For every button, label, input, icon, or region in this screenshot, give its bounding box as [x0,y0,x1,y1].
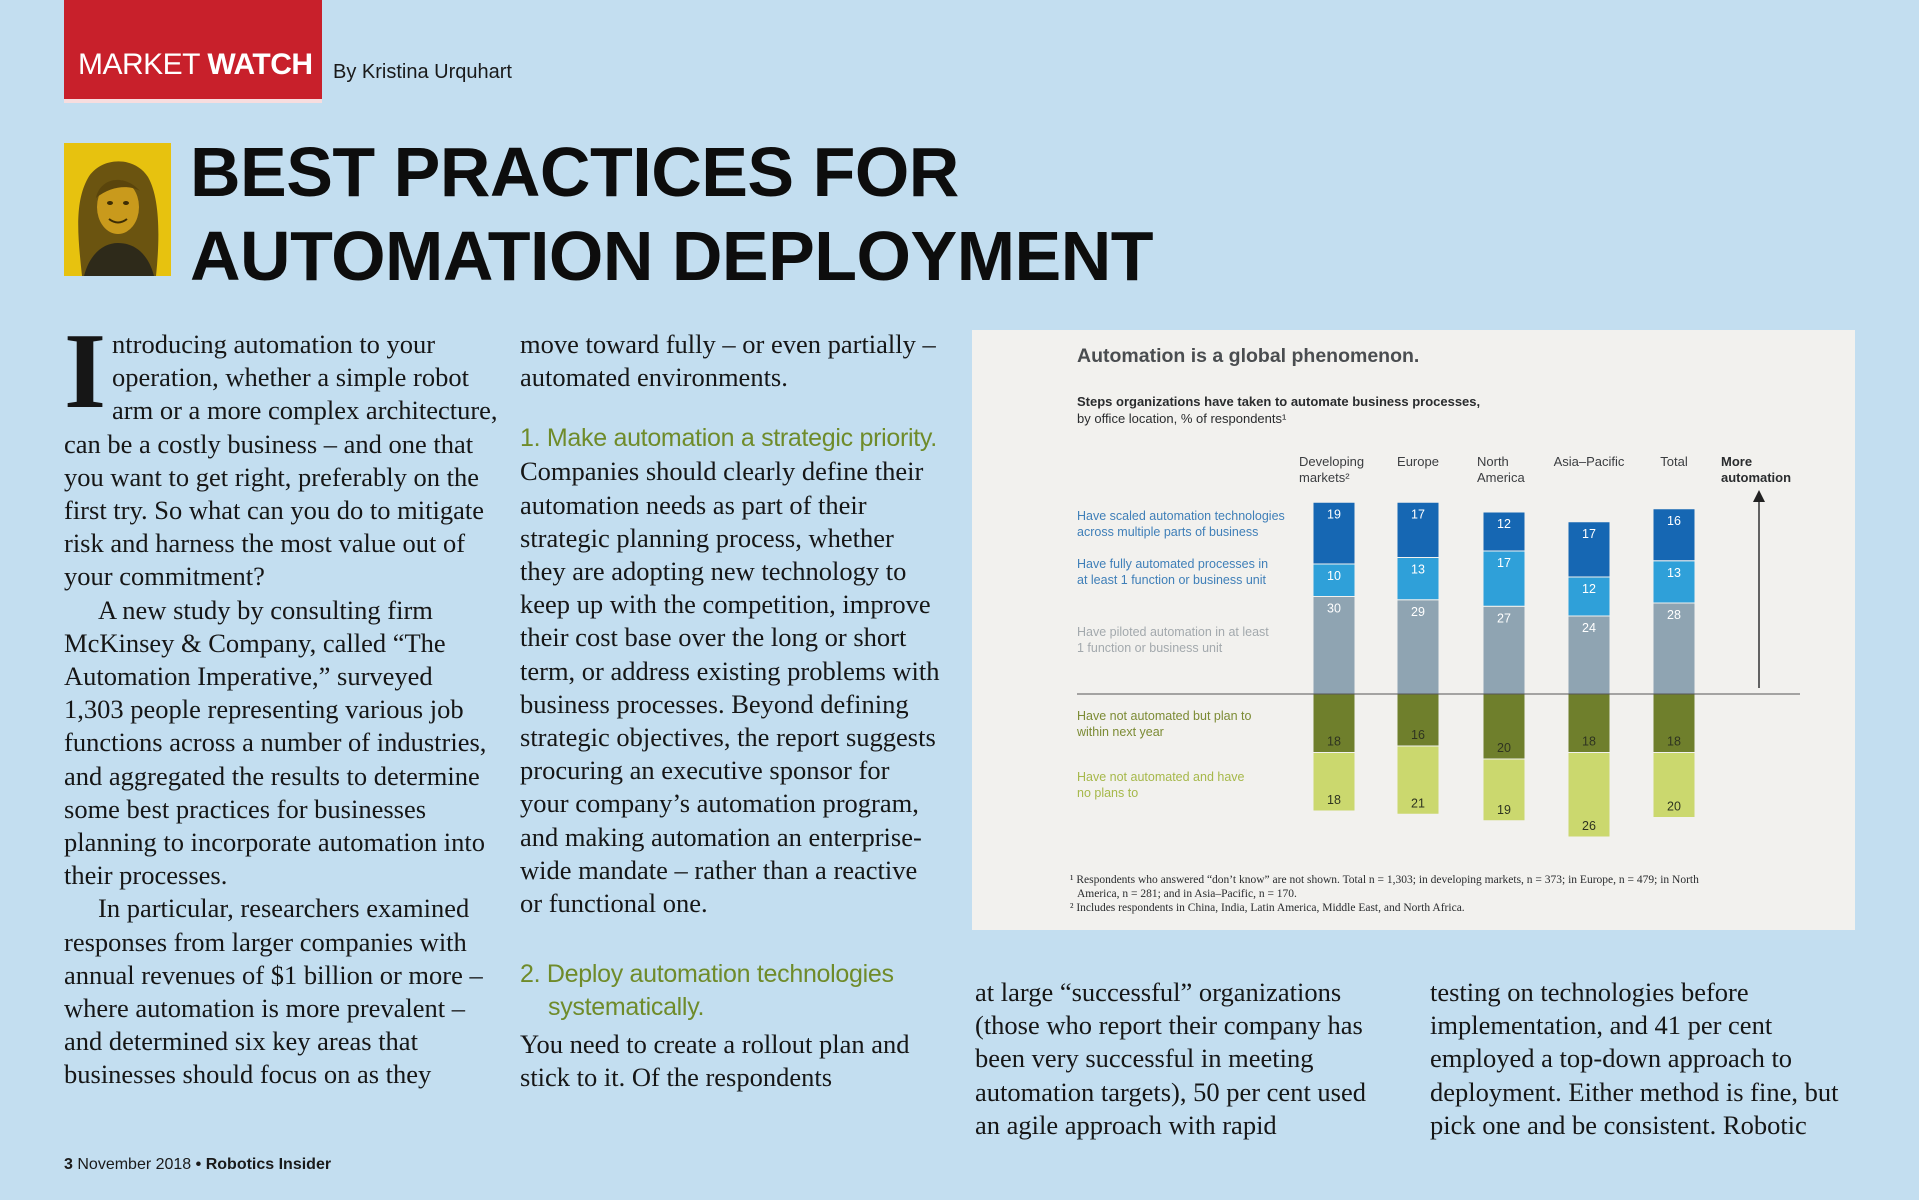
bar-value-label: 27 [1497,611,1511,626]
arrow-label: automation [1721,470,1792,485]
article-column-1 [64,312,498,1092]
category-label: America [1477,470,1525,485]
series-label: within next year [1077,725,1164,739]
bar-value-label: 29 [1411,604,1425,619]
chart-subtitle: by office location, % of respondents¹ [1077,411,1287,426]
category-label: Developing [1299,454,1365,469]
footnote-1-continued: America, n = 281; and in Asia–Pacific, n = 170. [1077,888,1297,900]
bar-value-label: 18 [1582,734,1596,749]
badge-underline [64,99,322,103]
bar-value-label: 21 [1411,796,1425,811]
page-number: 3 [64,1156,73,1173]
article-column-2 [520,328,944,1095]
bar-value-label: 16 [1411,728,1425,742]
series-label: Have scaled automation technologies [1077,509,1285,523]
bar-value-label: 18 [1667,734,1681,749]
bar-value-label: 24 [1582,621,1596,635]
bar-value-label: 17 [1497,556,1511,570]
series-label: Have piloted automation in at least [1077,625,1269,639]
bar-value-label: 20 [1667,799,1681,814]
arrow-head [1753,490,1765,502]
series-label: across multiple parts of business [1077,525,1259,539]
article-paragraph: at large “successful” organizations (those who report their company has been very successful in meeting automation targets), 50 per cent used an agile approach with rapid [975,977,1367,1140]
issue-date: November 2018 [77,1156,192,1173]
bar-value-label: 16 [1667,513,1681,528]
bar-value-label: 19 [1327,507,1341,522]
section-heading-1: 1. Make automation a strategic priority. [520,424,937,453]
category-label: Europe [1397,454,1439,469]
headline-line-2: AUTOMATION DEPLOYMENT [190,217,1154,295]
bar-value-label: 10 [1327,569,1341,583]
bar-value-label: 17 [1582,526,1596,541]
byline: By Kristina Urquhart [333,61,512,83]
bar-value-label: 17 [1411,507,1425,522]
series-label: 1 function or business unit [1077,641,1223,655]
chart-title: Automation is a global phenomenon. [1077,345,1420,367]
article-paragraph: Introducing automation to your operation, whether a simple robot arm or a more complex architecture, can be a costly business – and one that you want to get right, preferably on the first try. So what can you do to mitigate risk and harness the most value out of your commitment? [64,312,498,592]
category-label: Total [1660,454,1688,469]
category-label: North [1477,454,1509,469]
headline-line-1: BEST PRACTICES FOR [190,133,959,211]
section-title: MARKET WATCH [78,48,313,81]
bar-value-label: 18 [1327,793,1341,807]
series-label: Have fully automated processes in [1077,557,1269,571]
bar-value-label: 12 [1582,582,1596,596]
article-paragraph: A new study by consulting firm McKinsey & Company, called “The Automation Imperative,” surveyed 1,303 people representing various job functions across a number of industries, and aggregated the results to determine some best practices for businesses planning to incorporate automation into their processes. [64,594,487,891]
series-label: Have not automated and have [1077,770,1245,784]
chart-card [972,330,1855,930]
bar-value-label: 18 [1327,734,1341,749]
section-heading-2: 2. Deploy automation technologies systematically. [520,960,894,1022]
series-label: at least 1 function or business unit [1077,573,1267,587]
series-label: Have not automated but plan to [1077,709,1252,723]
article-column-3 [975,976,1395,1142]
bar-value-label: 28 [1667,608,1681,622]
bar-value-label: 26 [1582,819,1596,833]
bar-value-label: 19 [1497,802,1511,817]
bar-value-label: 12 [1497,517,1511,531]
article-paragraph: You need to create a rollout plan and stick to it. Of the respondents [520,1029,910,1093]
bar-value-label: 13 [1667,565,1681,580]
section-badge [64,0,322,103]
footnote-2: ² Includes respondents in China, India, Latin America, Middle East, and North Africa. [1070,902,1465,914]
article-column-4 [1430,976,1860,1142]
article-paragraph: In particular, researchers examined responses from larger companies with annual revenues of $1 billion or more – where automation is more prevalent – and determined six key areas that businesses should focus on as they [64,893,483,1090]
category-label: markets² [1299,470,1350,485]
series-label: no plans to [1077,786,1139,800]
drop-cap: I [64,312,107,431]
article-paragraph: move toward fully – or even partially – automated environments. [520,329,936,393]
article-paragraph: Companies should clearly define their automation needs as part of their strategic planning process, whether they are adopting new technology to keep up with the competition, improve their cost base over the long or short term, or address existing problems with business processes. Beyond defining strategic objectives, the report suggests procuring an executive sponsor for your company’s automation program, and making automation an enterprise-wide mandate – rather than a reactive or functional one. [520,456,940,919]
article-paragraph: testing on technologies before implementation, and 41 per cent employed a top-down approach to deployment. Either method is fine, but pick one and be consistent. Robotic [1430,977,1839,1140]
publication-name: Robotics Insider [205,1156,332,1173]
bar-value-label: 13 [1411,562,1425,577]
arrow-label: More [1721,454,1753,469]
author-headshot [64,143,171,276]
bar-value-label: 30 [1327,601,1341,616]
bar-value-label: 20 [1497,741,1511,755]
headline [190,130,1153,298]
stacked-bar-chart [972,330,1855,930]
chart-subtitle-bold: Steps organizations have taken to automate business processes, [1077,394,1481,409]
footer-bullet: • [195,1156,202,1173]
category-label: Asia–Pacific [1553,454,1625,469]
page-footer [64,1156,331,1174]
footnote-1: ¹ Respondents who answered “don’t know” are not shown. Total n = 1,303; in developing markets, n = 373; in Europe, n = 479; in North [1070,874,1699,886]
